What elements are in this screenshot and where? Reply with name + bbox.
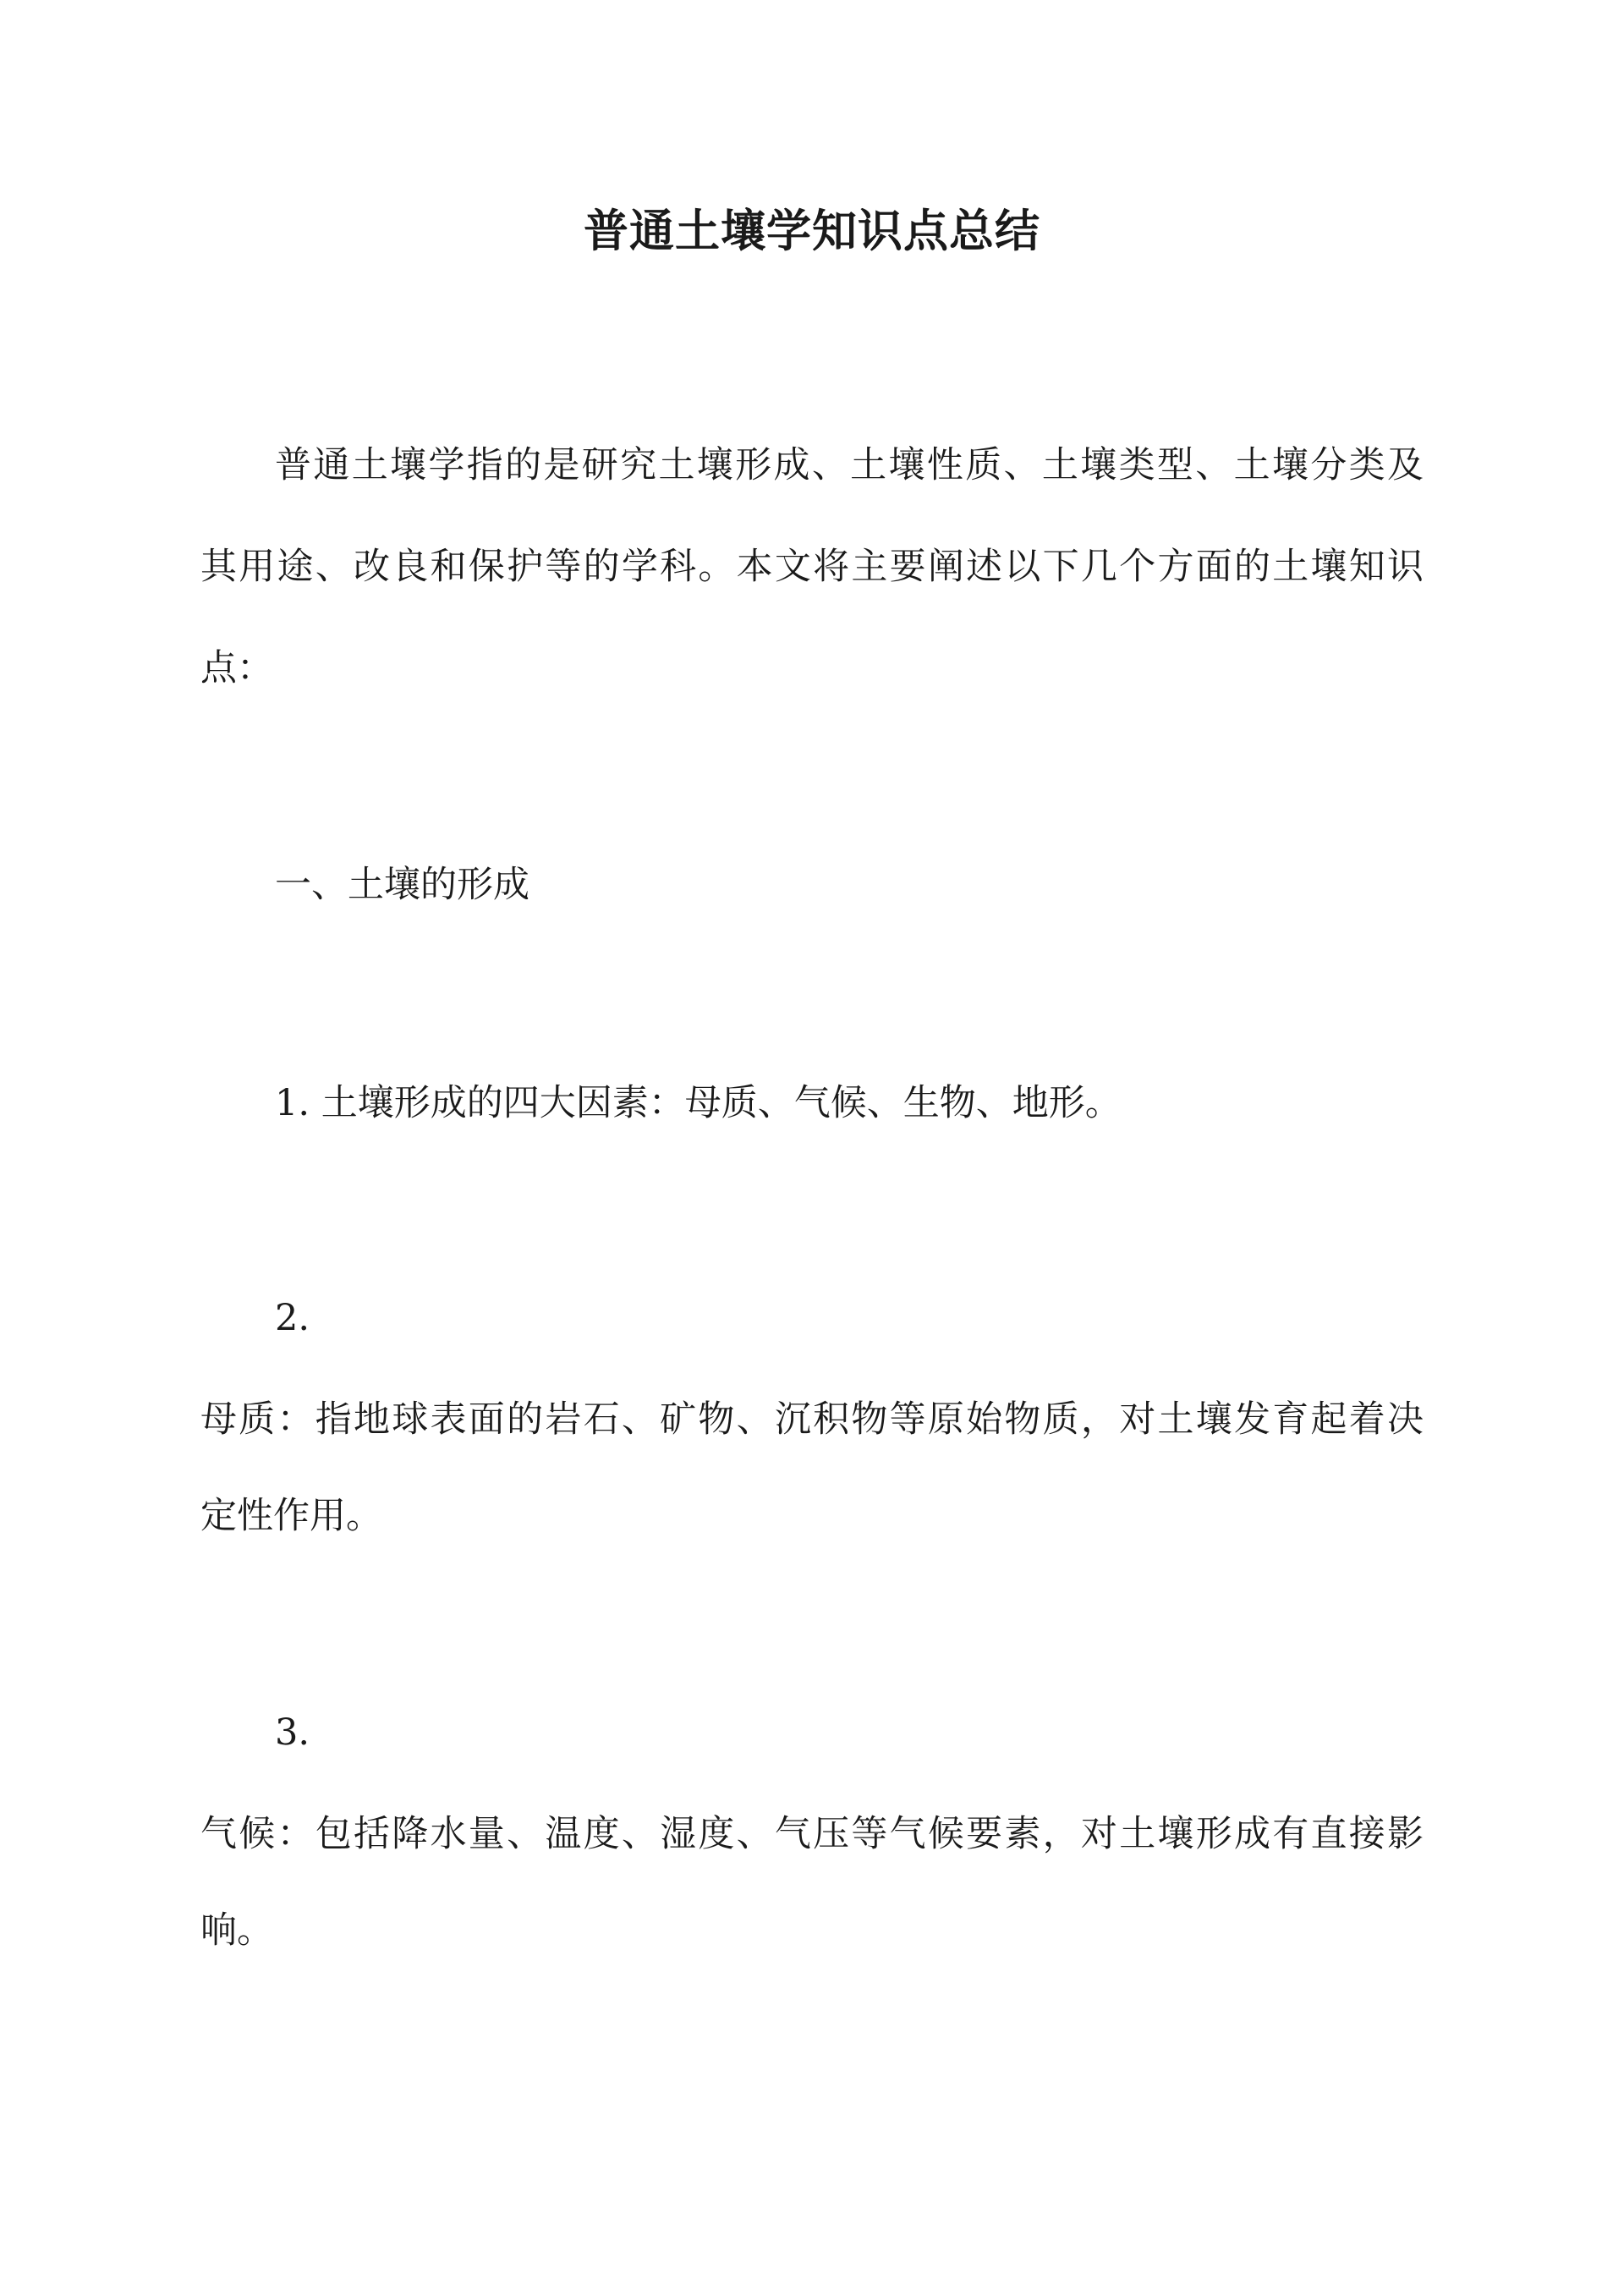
list-item-3-line-1: 气候：包括降水量、温度、湿度、气压等气候要素，对土壤形成有直接影 [200,1813,1424,1855]
list-item-2-line-2: 定性作用。 [200,1495,382,1537]
section-heading: 一、土壤的形成 [275,864,529,906]
list-item-2-line-1: 母质：指地球表面的岩石、矿物、沉积物等原始物质，对土壤发育起着决 [200,1398,1424,1441]
list-item-2-number: 2. [275,1297,310,1339]
intro-line-3: 点： [200,647,273,689]
list-item-3-number: 3. [275,1711,310,1754]
list-item-3-line-2: 响。 [200,1909,273,1952]
list-item-1: 1. 土壤形成的四大因素：母质、气候、生物、地形。 [275,1082,1122,1124]
intro-line-1: 普通土壤学指的是研究土壤形成、土壤性质、土壤类型、土壤分类及 [275,444,1424,486]
intro-line-2: 其用途、改良和保护等的学科。本文将主要阐述以下几个方面的土壤知识 [200,546,1424,588]
page-title: 普通土壤学知识点总结 [584,205,1040,257]
